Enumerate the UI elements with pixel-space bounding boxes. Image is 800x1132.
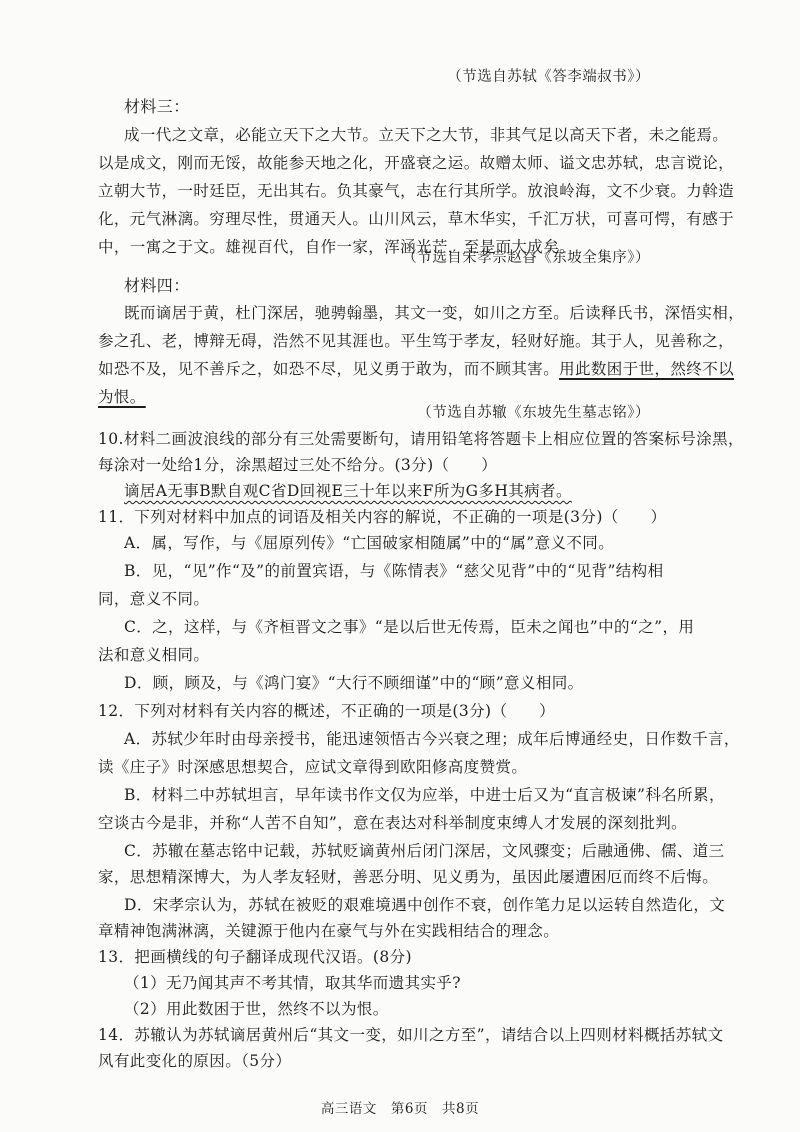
question-11-option-b-cont: 同，意义不同。 (98, 590, 210, 608)
question-12-option-b: B．材料二中苏轼坦言，早年读书作文仅为应举，中进士后又为“直言极谏”科名所累， (124, 786, 725, 804)
question-10-stem: 10.材料二画波浪线的部分有三处需要断句，请用铅笔将答题卡上相应位置的答案标号涂黑， (98, 430, 744, 448)
source-citation-material-3: （节选自宋孝宗赵昚《东坡全集序》） (402, 250, 650, 266)
material-4-text: 如恐不及，见不善斥之，如恐不尽，见义勇于敢为，而不顾其害。 (98, 360, 560, 378)
material-4-line: 既而谪居于黄，杜门深居，驰骋翰墨，其文一变，如川之方至。后读释氏书，深悟实相， (124, 304, 745, 322)
material-3-line: 以是成文，刚而无馁，故能参天地之化，开盛衰之运。故赠太师、谥文忠苏轼，忠言谠论， (98, 154, 735, 172)
question-13-item-2: （2）用此数困于世，然终不以为恨。 (124, 1000, 389, 1018)
question-12-option-b-cont: 空谈古今是非，并称“人苦不自知”，意在表达对科举制度束缚人才发展的深刻批判。 (98, 814, 688, 832)
source-citation-material-2: （节选自苏轼《答李端叔书》） (447, 69, 650, 85)
question-11-option-d: D．顾，顾及，与《鸿门宴》“大行不顾细谨”中的“顾”意义相同。 (124, 674, 584, 692)
question-11-stem: 11．下列对材料中加点的词语及相关内容的解说，不正确的一项是(3分)（ ） (98, 508, 667, 526)
question-12-stem: 12．下列对材料有关内容的概述，不正确的一项是(3分)（ ） (98, 702, 556, 720)
question-14-stem: 风有此变化的原因。（5分） (98, 1052, 292, 1070)
material-4-line (98, 358, 734, 380)
material-4-line: 参之孔、老，博辩无碍，浩然不见其涯也。平生笃于孝友，轻财好施。其于人，见善称之， (98, 332, 735, 350)
question-12-option-d-cont: 章精神饱满淋漓，关键源于他内在豪气与外在实践相结合的理念。 (98, 922, 560, 940)
underlined-sentence-part-1: 用此数困于世，然终不以 (559, 360, 735, 378)
material-3-line: 立朝大节，一时廷臣，无出其右。负其豪气，志在行其所学。放浪岭海，文不少衰。力斡造 (98, 182, 735, 200)
material-3-line: 化，元气淋漓。穷理尽性，贯通天人。山川风云，草木华实，千汇万状，可喜可愕，有感于 (98, 210, 735, 228)
question-14-stem: 14．苏辙认为苏轼谪居黄州后“其文一变，如川之方至”，请结合以上四则材料概括苏轼文 (98, 1026, 724, 1044)
question-12-option-a-cont: 读《庄子》时深感思想契合，应试文章得到欧阳修高度赞赏。 (98, 758, 528, 776)
question-11-option-a: A．属，写作，与《屈原列传》“亡国破家相随属”中的“属”意义不同。 (124, 534, 615, 552)
underlined-sentence-part-2: 为恨。 (98, 388, 146, 406)
question-10-stem: 每涂对一处给1分，涂黑超过三处不给分。(3分)（ ） (98, 456, 498, 474)
material-3-heading: 材料三： (124, 97, 190, 116)
question-11-option-c-cont: 法和意义相同。 (98, 646, 210, 664)
material-4-line (98, 386, 146, 408)
source-citation-material-4: （节选自苏辙《东坡先生墓志铭》） (417, 405, 650, 421)
page-footer: 高三语文 第6页 共8页 (320, 1101, 480, 1117)
material-3-line: 中，一寓之于文。雄视百代，自作一家，浑涵光芒，至是而大成矣。 (98, 238, 576, 256)
question-10-wavy-text (124, 480, 572, 502)
question-13-stem: 13．把画横线的句子翻译成现代汉语。(8分) (98, 948, 412, 966)
material-4-heading: 材料四： (124, 276, 190, 295)
question-13-item-1: （1）无乃闻其声不考其情，取其华而遗其实乎? (124, 974, 461, 992)
question-12-option-a: A．苏轼少年时由母亲授书，能迅速领悟古今兴衰之理；成年后博通经史，日作数千言， (124, 730, 740, 748)
wavy-underlined-sentence: 谪居A无事B默自观C省D回视E三十年以来F所为G多H其病者。 (124, 482, 572, 500)
material-3-line: 成一代之文章，必能立天下之大节。立天下之大节，非其气足以高天下者，未之能焉。 (124, 126, 729, 144)
question-12-option-c: C．苏辙在墓志铭中记载，苏轼贬谪黄州后闭门深居，文风骤变；后融通佛、儒、道三 (124, 842, 725, 860)
question-11-option-c: C．之，这样，与《齐桓晋文之事》“是以后世无传焉，臣未之闻也”中的“之”，用 (124, 618, 695, 636)
question-12-option-c-cont: 家，思想精深博大，为人孝友轻财，善恶分明、见义勇为，虽因此屡遭困厄而终不后悔。 (98, 868, 719, 886)
question-11-option-b: B．见，“见”作“及”的前置宾语，与《陈情表》“慈父见背”中的“见背”结构相 (124, 562, 664, 580)
question-12-option-d: D．宋孝宗认为，苏轼在被贬的艰难境遇中创作不衰，创作笔力足以运转自然造化，文 (124, 896, 726, 914)
